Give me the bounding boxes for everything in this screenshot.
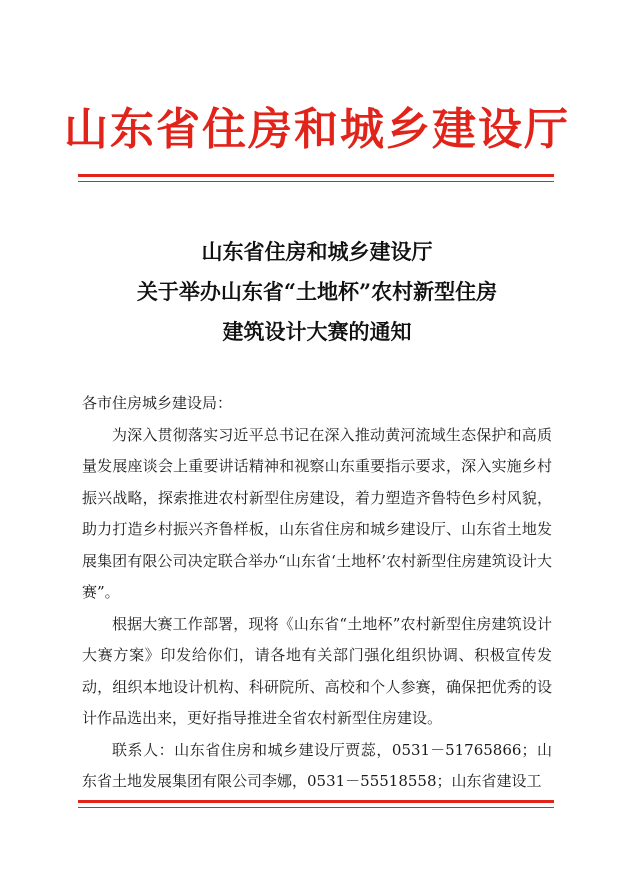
masthead-divider-thin (78, 181, 554, 182)
document-body (82, 388, 552, 798)
paragraph-contacts: 联系人：山东省住房和城乡建设厅贾蕊，0531－51765866；山东省土地发展集团有限公司李娜，0531－55518558；山东省建设工 (82, 740, 552, 790)
paragraph-background: 为深入贯彻落实习近平总书记在深入推动黄河流域生态保护和高质量发展座谈会上重要讲话精神和视察山东重要指示要求，深入实施乡村振兴战略，探索推进农村新型住房建设，着力塑造齐鲁特色乡村风貌，助力打造乡村振兴齐鲁样板，山东省住房和城乡建设厅、山东省土地发展集团有限公司决定联合举办“山东省‘土地杯’农村新型住房建筑设计大赛”。 (82, 425, 552, 601)
masthead-divider-thick (78, 174, 554, 177)
title-line-2: 关于举办山东省“土地杯”农村新型住房 (136, 279, 498, 304)
footer-divider-thick (78, 800, 554, 803)
title-line-3: 建筑设计大赛的通知 (222, 319, 412, 344)
paragraph-instructions: 根据大赛工作部署，现将《山东省“土地杯”农村新型住房建筑设计大赛方案》印发给你们，请各地有关部门强化组织协调、积极宣传发动，组织本地设计机构、科研院所、高校和个人参赛，确保把优秀的设计作品选出来，更好指导推进全省农村新型住房建设。 (82, 614, 552, 727)
title-line-1: 山东省住房和城乡建设厅 (201, 239, 433, 264)
issuer-masthead: 山东省住房和城乡建设厅 (64, 104, 570, 155)
salutation: 各市住房城乡建设局： (82, 394, 233, 412)
footer-divider-thin (78, 807, 554, 808)
document-title (0, 232, 634, 352)
